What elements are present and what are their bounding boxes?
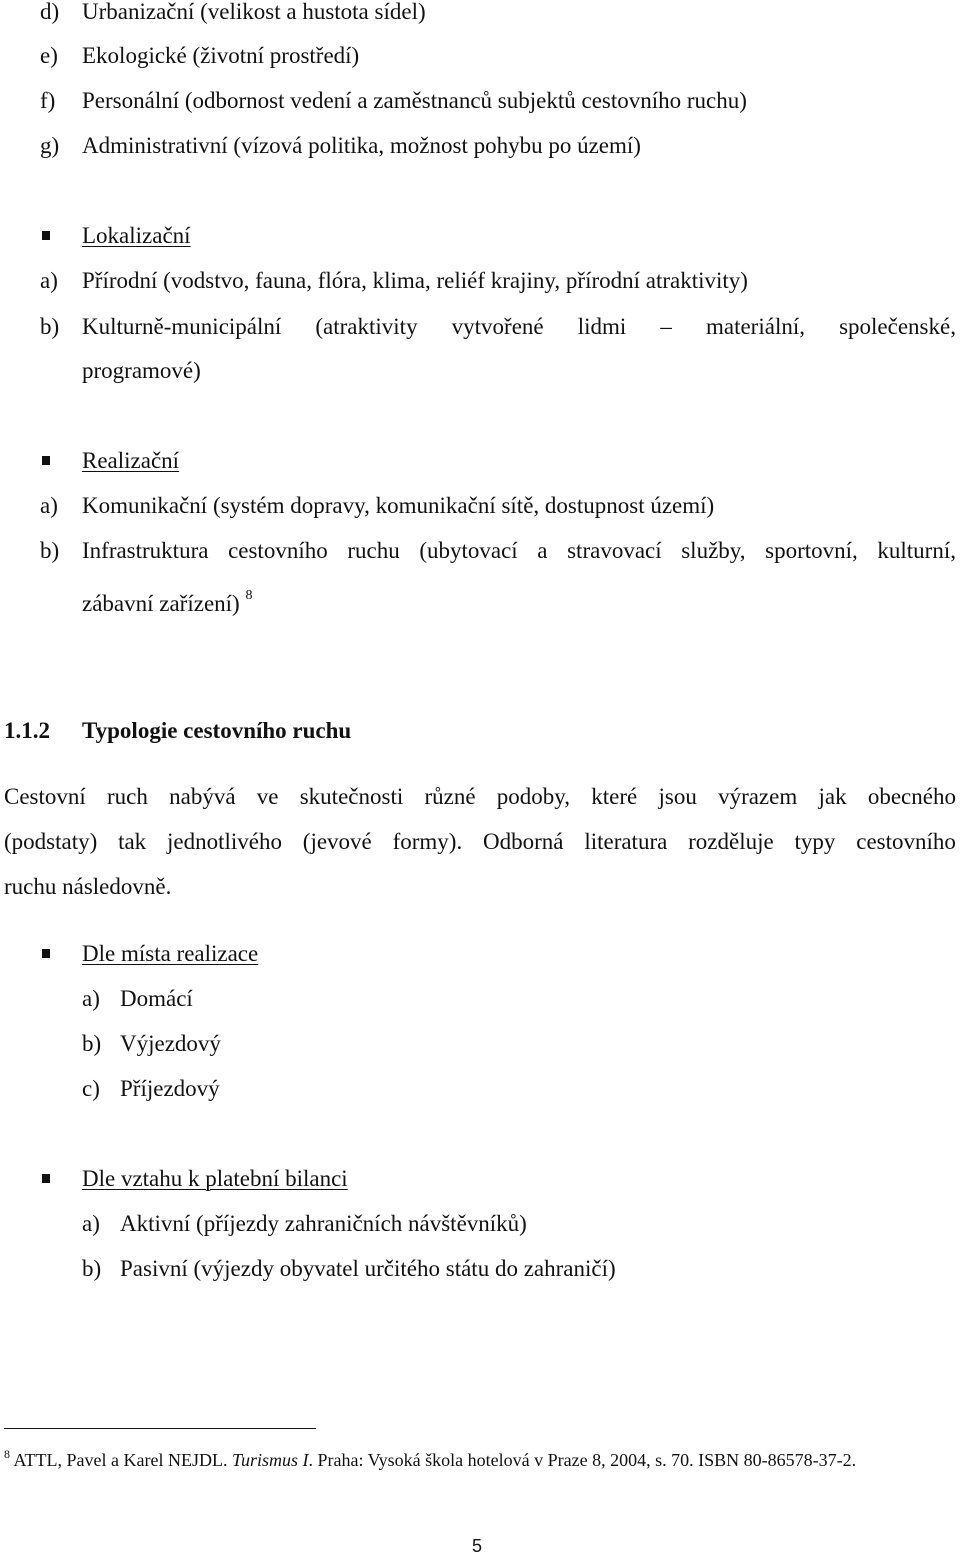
list-item: [40, 0, 426, 26]
word: ruchu: [347, 538, 400, 563]
list-item-text: zábavní zařízení): [82, 591, 240, 616]
category-heading: Lokalizační: [82, 223, 191, 248]
list-marker: g): [40, 133, 60, 158]
word: –: [660, 314, 672, 339]
list-item: [40, 87, 747, 115]
section-heading: [4, 717, 352, 745]
list-item-text-continuation: [82, 582, 252, 618]
list-item-text: [82, 313, 956, 341]
paragraph-line: [4, 828, 956, 856]
list-item: [82, 1255, 616, 1283]
word: rozděluje: [688, 829, 774, 854]
footnote-reference[interactable]: 8: [245, 588, 253, 603]
list-marker: c): [82, 1076, 100, 1101]
square-bullet-icon: [42, 456, 50, 465]
list-marker: a): [40, 268, 58, 293]
list-marker: e): [40, 43, 58, 68]
list-item-text: Pasivní (výjezdy obyvatel určitého státu do zahraničí): [120, 1256, 616, 1281]
word: a: [537, 538, 548, 563]
section-title: Typologie cestovního ruchu: [82, 718, 352, 743]
list-item: [82, 1210, 527, 1238]
word: cestovního: [228, 538, 328, 563]
list-item-text: Personální (odbornost vedení a zaměstnanců subjektů cestovního ruchu): [82, 88, 747, 113]
word: formy).: [392, 829, 463, 854]
word: (ubytovací: [419, 538, 518, 563]
list-marker: b): [82, 1256, 102, 1281]
word: (jevové: [302, 829, 372, 854]
page-number: 5: [472, 1536, 483, 1556]
category-heading: Dle místa realizace: [82, 941, 259, 966]
list-item-text: Komunikační (systém dopravy, komunikační sítě, dostupnost území): [82, 493, 715, 518]
list-item: [40, 267, 748, 295]
footnote-number: 8: [4, 1447, 10, 1461]
list-marker: d): [40, 0, 60, 24]
word: materiální,: [705, 314, 805, 339]
word: Odborná: [483, 829, 564, 854]
list-marker: a): [40, 493, 58, 518]
list-marker: b): [82, 1031, 102, 1056]
list-item-text-continuation: programové): [82, 358, 201, 383]
list-item-text: Ekologické (životní prostředí): [82, 43, 360, 68]
word: tak: [118, 829, 147, 854]
list-marker: a): [82, 986, 100, 1011]
square-bullet-icon: [42, 949, 50, 958]
word: Cestovní: [4, 784, 86, 809]
word: vytvořené: [451, 314, 544, 339]
word: ve: [256, 784, 279, 809]
list-item: [40, 492, 715, 520]
list-item: [82, 1075, 220, 1103]
word: skutečnosti: [299, 784, 404, 809]
footnote: [4, 1442, 856, 1472]
word: (atraktivity: [315, 314, 418, 339]
list-item-text: Aktivní (příjezdy zahraničních návštěvníků): [120, 1211, 527, 1236]
word: společenské,: [839, 314, 956, 339]
list-marker: a): [82, 1211, 100, 1236]
word: (podstaty): [4, 829, 98, 854]
list-marker: b): [40, 538, 60, 563]
square-bullet-icon: [42, 1174, 50, 1183]
list-marker: b): [40, 314, 60, 339]
list-item-text: Domácí: [120, 986, 193, 1011]
word: sportovní,: [765, 538, 858, 563]
square-bullet-icon: [42, 231, 50, 240]
list-item-text: Příjezdový: [120, 1076, 220, 1101]
list-marker: f): [40, 88, 56, 113]
word: literatura: [584, 829, 668, 854]
word: typy: [794, 829, 836, 854]
list-item: [40, 42, 360, 70]
paragraph-line: ruchu následovně.: [4, 874, 172, 899]
footnote-book-title: Turismus I: [231, 1450, 309, 1470]
footnote-publication: . Praha: Vysoká škola hotelová v Praze 8, 2004, s. 70. ISBN 80-86578-37-2.: [308, 1450, 857, 1470]
word: ruch: [107, 784, 148, 809]
word: výrazem: [718, 784, 798, 809]
footnote-authors: ATTL, Pavel a Karel NEJDL.: [13, 1450, 232, 1470]
paragraph-line: [4, 783, 956, 811]
footnote-separator: [4, 1428, 316, 1429]
word: kulturní,: [877, 538, 956, 563]
list-item-text: Přírodní (vodstvo, fauna, flóra, klima, reliéf krajiny, přírodní atraktivity): [82, 268, 748, 293]
list-item: [82, 1030, 221, 1058]
word: cestovního: [856, 829, 956, 854]
list-item-text: Urbanizační (velikost a hustota sídel): [82, 0, 426, 24]
word: lidmi: [577, 314, 627, 339]
list-item-text: Výjezdový: [120, 1031, 221, 1056]
word: které: [591, 784, 638, 809]
word: služby,: [681, 538, 746, 563]
word: jak: [818, 784, 847, 809]
list-item: [82, 985, 193, 1013]
word: nabývá: [169, 784, 236, 809]
section-number: 1.1.2: [4, 718, 50, 743]
list-item-text: Administrativní (vízová politika, možnost pohybu po území): [82, 133, 641, 158]
category-heading: Realizační: [82, 448, 180, 473]
word: Infrastruktura: [82, 538, 209, 563]
list-item-text: [82, 537, 956, 565]
word: Kulturně-municipální: [82, 314, 282, 339]
word: různé: [424, 784, 476, 809]
list-item: [40, 132, 641, 160]
word: jsou: [658, 784, 697, 809]
category-heading: Dle vztahu k platební bilanci: [82, 1166, 348, 1191]
word: jednotlivého: [167, 829, 282, 854]
word: obecného: [867, 784, 956, 809]
word: podoby,: [496, 784, 571, 809]
word: stravovací: [567, 538, 662, 563]
